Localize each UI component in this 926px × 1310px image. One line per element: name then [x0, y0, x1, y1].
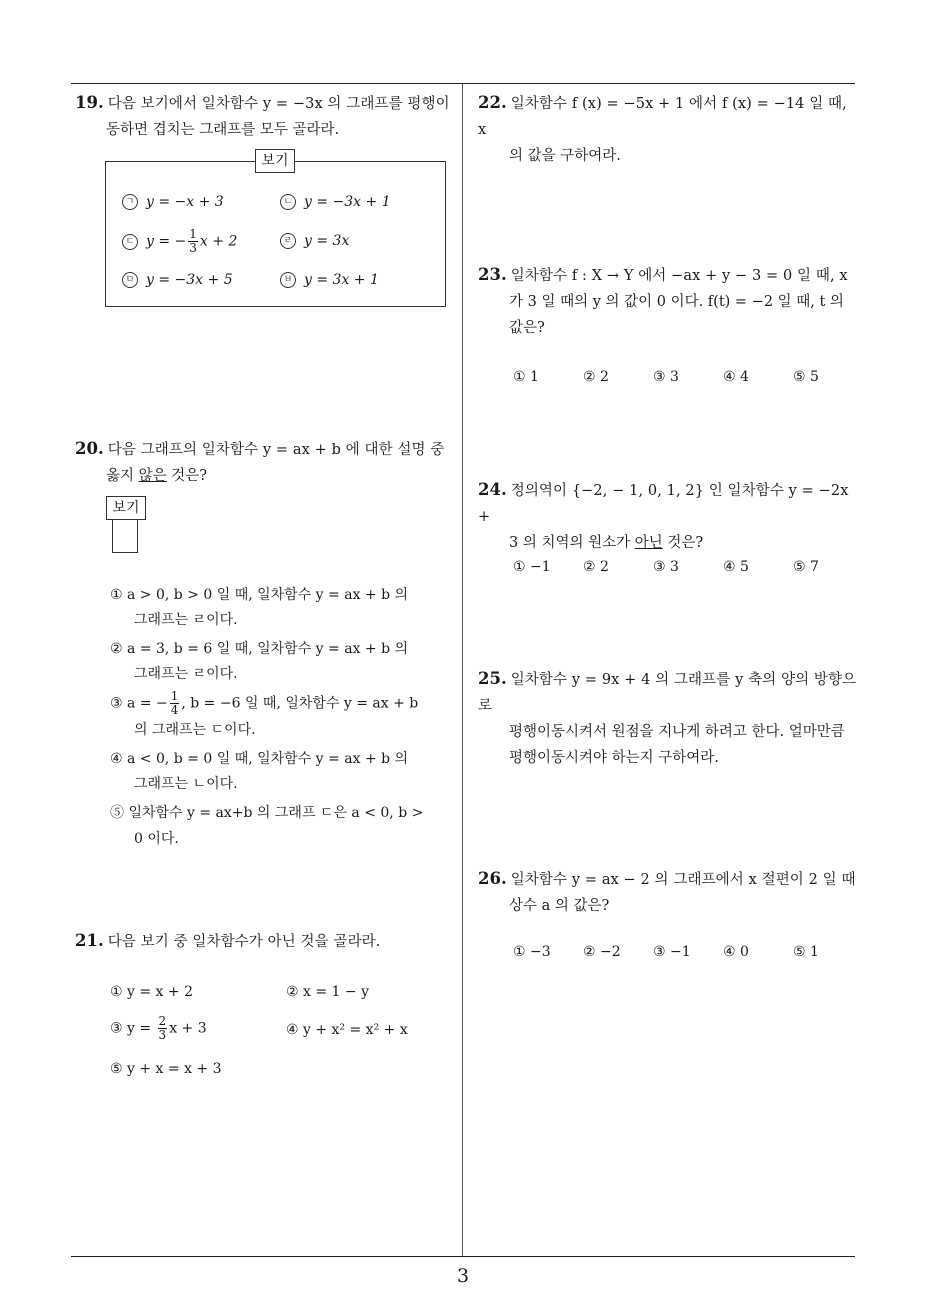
circle-mark: ㅁ [122, 272, 138, 288]
page-number: 3 [456, 1265, 470, 1287]
question-number: 24. [478, 480, 507, 499]
bogi-item: ㄹ y = 3x [280, 231, 349, 251]
question-text-cont: 의 값을 구하여라. [509, 148, 621, 164]
choice-2[interactable]: ② −2 [583, 944, 621, 960]
option-2-cont: 그래프는 ㄹ이다. [134, 666, 238, 682]
question-21 [75, 928, 460, 955]
option-4-cont: 그래프는 ㄴ이다. [134, 776, 238, 792]
question-text: 일차함수 y = ax − 2 의 그래프에서 x 절편이 2 일 때 [510, 872, 856, 888]
option-1[interactable]: ① a > 0, b > 0 일 때, 일차함수 y = ax + b 의 [110, 587, 409, 603]
question-24 [478, 477, 858, 556]
fraction: $\frac{2}{3}$ [158, 1014, 167, 1042]
choice-1[interactable]: ① y = x + 2 [110, 984, 193, 1000]
option-5-cont: 0 이다. [134, 831, 179, 847]
question-22 [478, 90, 858, 169]
question-text: 다음 보기에서 일차함수 y = −3x 의 그래프를 평행이 [107, 96, 450, 112]
question-text-cont: 값은? [509, 320, 545, 336]
bogi-label: 보기 [255, 149, 295, 173]
choice-2[interactable]: ② 2 [583, 559, 609, 575]
question-number: 23. [478, 265, 507, 284]
choice-3[interactable]: ③ −1 [653, 944, 691, 960]
question-text: 정의역이 {−2, − 1, 0, 1, 2} 인 일차함수 y = −2x + [478, 483, 849, 525]
choice-4[interactable]: ④ y + x² = x² + x [286, 1022, 408, 1038]
option-3-cont: 의 그래프는 ㄷ이다. [134, 722, 256, 738]
question-number: 22. [478, 93, 507, 112]
question-number: 25. [478, 669, 507, 688]
choice-3[interactable]: ③ 3 [653, 369, 679, 385]
question-20 [75, 436, 460, 489]
question-text-cont: 상수 a 의 값은? [509, 898, 610, 914]
choice-2[interactable]: ② x = 1 − y [286, 984, 369, 1000]
bogi-item: ㄴ y = −3x + 1 [280, 192, 391, 212]
question-text: 일차함수 y = 9x + 4 의 그래프를 y 축의 양의 방향으로 [478, 672, 857, 714]
circle-mark: ㅂ [280, 272, 296, 288]
question-number: 21. [75, 931, 104, 950]
question-text-cont: 3 의 치역의 원소가 아닌 것은? [509, 535, 704, 551]
question-text: 다음 보기 중 일차함수가 아닌 것을 골라라. [107, 934, 381, 950]
choice-3[interactable]: ③ y = $\frac{2}{3}$ x + 3 [110, 1014, 207, 1042]
choice-3[interactable]: ③ 3 [653, 559, 679, 575]
bogi-label: 보기 [106, 496, 146, 520]
question-number: 26. [478, 869, 507, 888]
question-23 [478, 262, 858, 341]
question-text-cont: 평행이동시켜야 하는지 구하여라. [509, 750, 719, 766]
option-1-cont: 그래프는 ㄹ이다. [134, 612, 238, 628]
choice-2[interactable]: ② 2 [583, 369, 609, 385]
bogi-item: ㅂ y = 3x + 1 [280, 270, 379, 290]
top-rule [71, 83, 855, 84]
choice-4[interactable]: ④ 5 [723, 559, 749, 575]
choice-5[interactable]: ⑤ 7 [793, 559, 819, 575]
choice-5[interactable]: ⑤ y + x = x + 3 [110, 1061, 222, 1077]
bogi-item: ㅁ y = −3x + 5 [122, 270, 233, 290]
choice-1[interactable]: ① 1 [513, 369, 539, 385]
question-25 [478, 666, 858, 771]
option-5[interactable]: ⑤ 일차함수 y = ax+b 의 그래프 ㄷ은 a < 0, b > [110, 805, 424, 821]
bogi-empty-box [112, 519, 138, 553]
choice-4[interactable]: ④ 4 [723, 369, 749, 385]
circle-mark: ㄷ [122, 234, 138, 250]
circle-mark: ㄹ [280, 233, 296, 249]
bogi-item: ㄱ y = −x + 3 [122, 192, 224, 212]
question-text-cont: 동하면 겹치는 그래프를 모두 골라라. [106, 122, 340, 138]
fraction: $\frac{1}{4}$ [170, 689, 179, 717]
question-number: 20. [75, 439, 104, 458]
circle-mark: ㄴ [280, 194, 296, 210]
question-number: 19. [75, 93, 104, 112]
choice-5[interactable]: ⑤ 1 [793, 944, 819, 960]
question-text-cont: 평행이동시켜서 원점을 지나게 하려고 한다. 얼마만큼 [509, 724, 845, 740]
choice-5[interactable]: ⑤ 5 [793, 369, 819, 385]
question-text-cont: 가 3 일 때의 y 의 값이 0 이다. f(t) = −2 일 때, t 의 [509, 294, 844, 310]
question-text: 일차함수 f : X → Y 에서 −ax + y − 3 = 0 일 때, x [510, 268, 848, 284]
question-text-cont: 옳지 않은 것은? [106, 468, 208, 484]
column-divider [462, 84, 463, 1256]
circle-mark: ㄱ [122, 194, 138, 210]
question-26 [478, 866, 858, 919]
question-19 [75, 90, 460, 143]
option-2[interactable]: ② a = 3, b = 6 일 때, 일차함수 y = ax + b 의 [110, 641, 409, 657]
choice-1[interactable]: ① −3 [513, 944, 551, 960]
question-text: 일차함수 f (x) = −5x + 1 에서 f (x) = −14 일 때, x [478, 96, 847, 138]
choice-4[interactable]: ④ 0 [723, 944, 749, 960]
bogi-item: ㄷ y = − $\frac{1}{3}$ x + 2 [122, 228, 237, 255]
choice-1[interactable]: ① −1 [513, 559, 551, 575]
option-4[interactable]: ④ a < 0, b = 0 일 때, 일차함수 y = ax + b 의 [110, 751, 409, 767]
option-3[interactable]: ③ a = − $\frac{1}{4}$ , b = −6 일 때, 일차함수 y = ax + b [110, 689, 419, 717]
question-text: 다음 그래프의 일차함수 y = ax + b 에 대한 설명 중 [107, 442, 445, 458]
bottom-rule [71, 1256, 855, 1257]
fraction: $\frac{1}{3}$ [189, 227, 197, 255]
